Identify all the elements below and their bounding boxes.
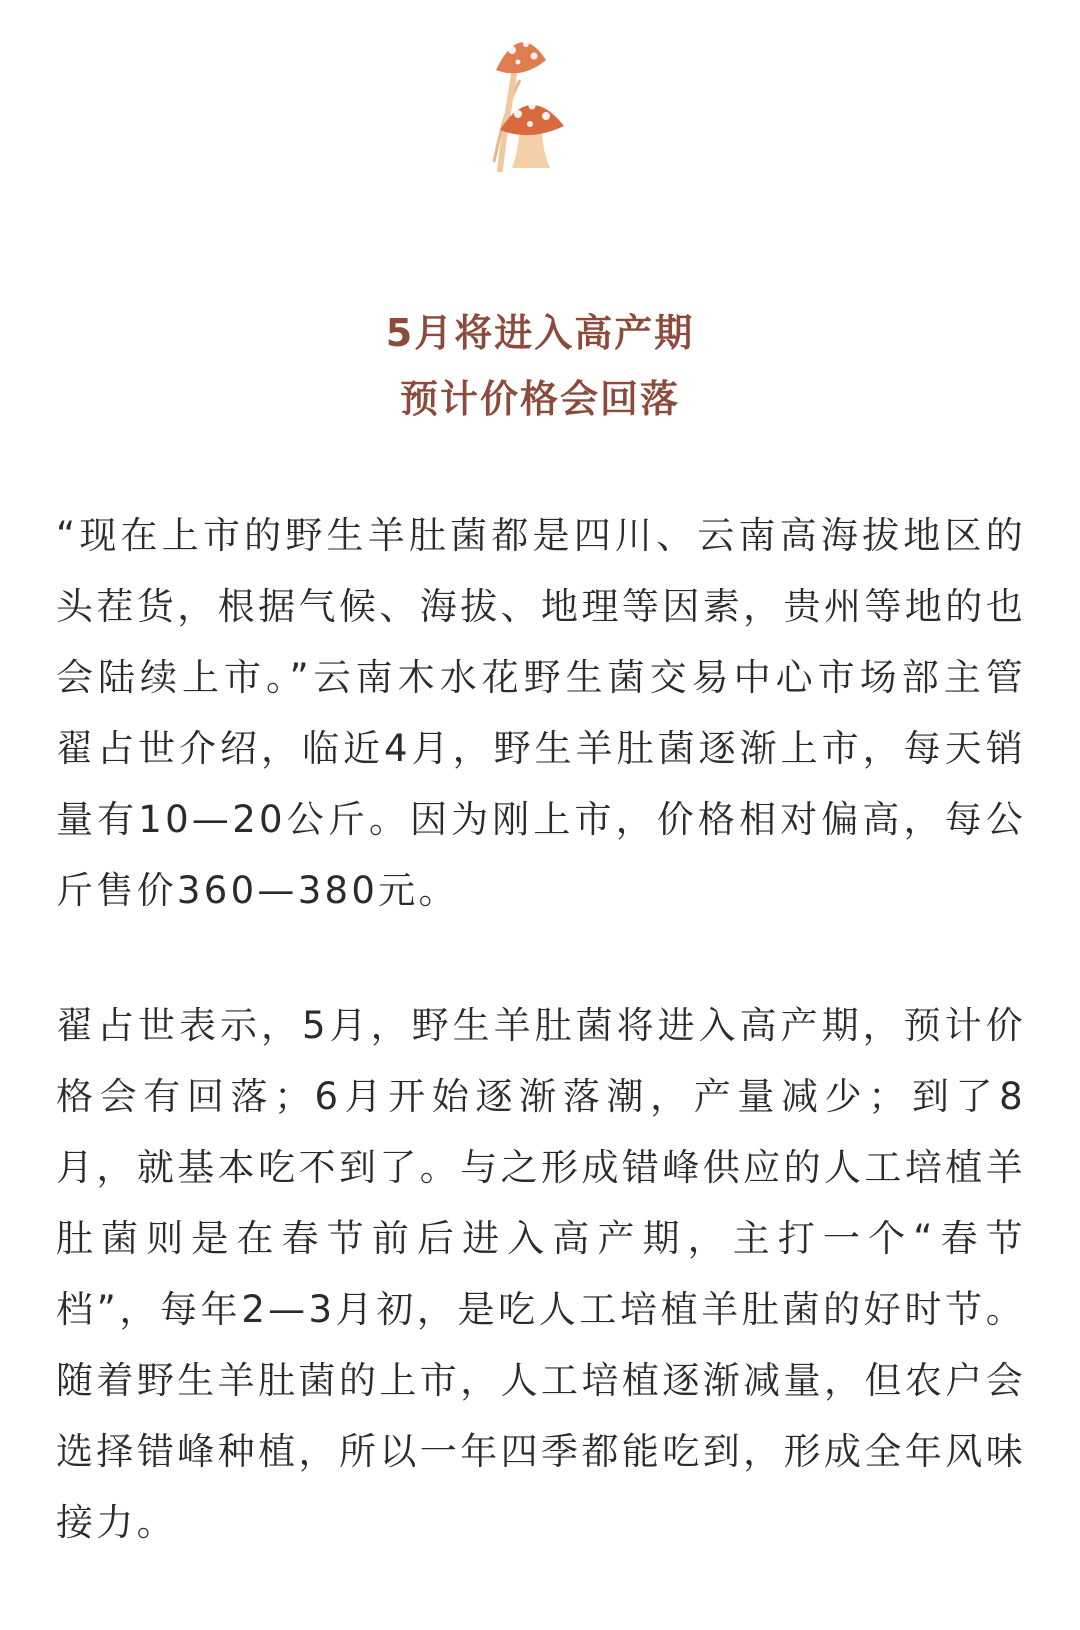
heading-line-2: 预计价格会回落 xyxy=(399,377,680,421)
section-heading xyxy=(0,300,1080,432)
mushroom-icon xyxy=(490,22,580,172)
paragraph-1: “现在上市的野生羊肚菌都是四川、云南高海拔地区的头茬货，根据气候、海拔、地理等因素，贵州等地的也会陆续上市。”云南木水花野生菌交易中心市场部主管翟占世介绍，临近4月，野生羊肚菌逐渐上市，每天销量有10—20公斤。因为刚上市，价格相对偏高，每公斤售价360—380元。 xyxy=(56,514,1026,912)
paragraph-2: 翟占世表示，5月，野生羊肚菌将进入高产期，预计价格会有回落；6月开始逐渐落潮，产量减少；到了8月，就基本吃不到了。与之形成错峰供应的人工培植羊肚菌则是在春节前后进入高产期，主打一个“春节档”，每年2—3月初，是吃人工培植羊肚菌的好时节。随着野生羊肚菌的上市，人工培植逐渐减量，但农户会选择错峰种植，所以一年四季都能吃到，形成全年风味接力。 xyxy=(56,1004,1026,1544)
heading-line-1: 5月将进入高产期 xyxy=(385,311,695,355)
